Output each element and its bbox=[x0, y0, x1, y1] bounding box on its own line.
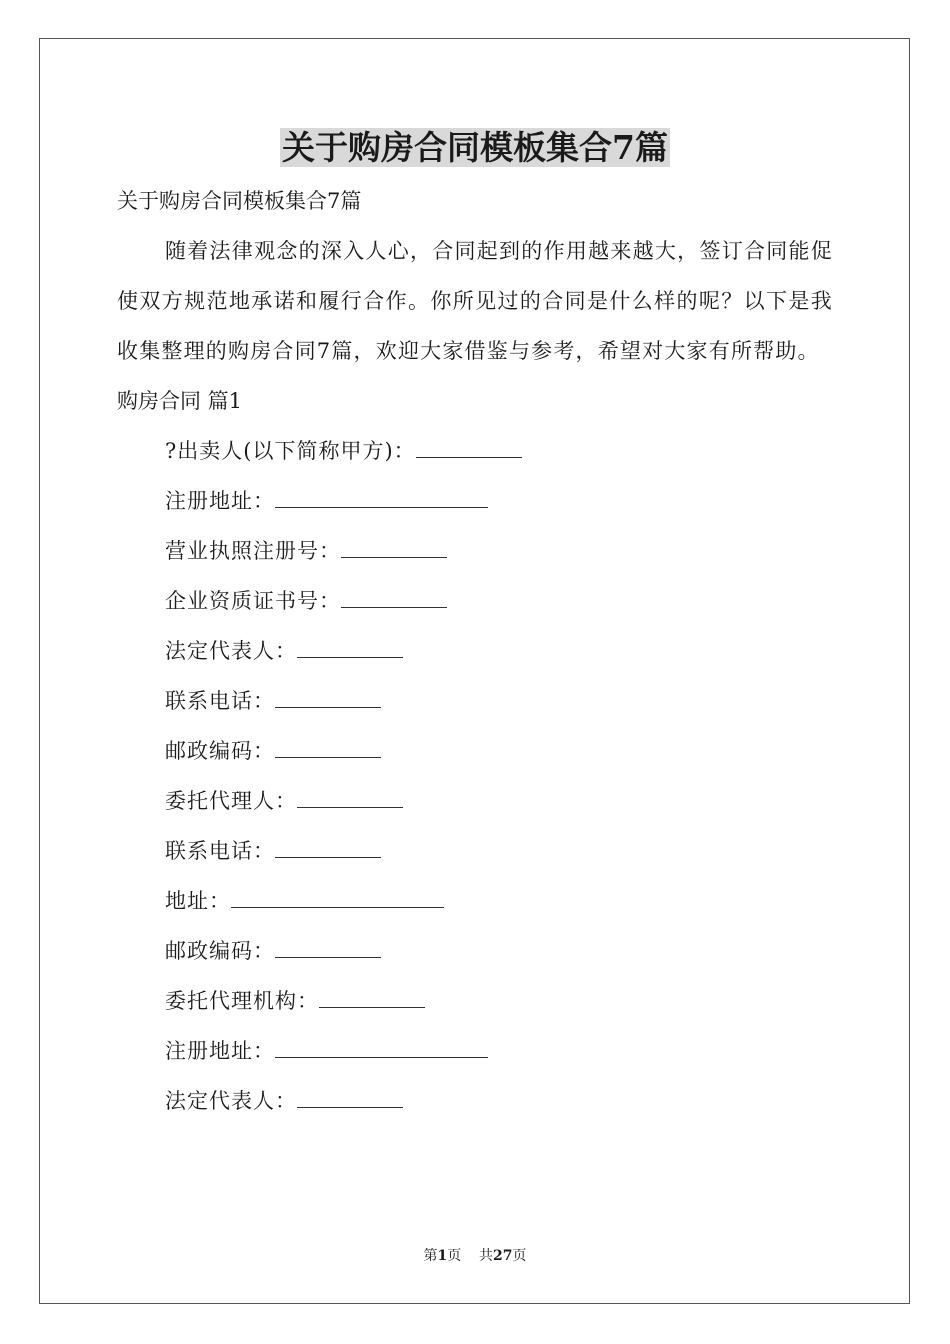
document-body bbox=[117, 176, 833, 1126]
fill-blank bbox=[275, 1043, 488, 1058]
contract-fields bbox=[117, 426, 833, 1126]
field-label: 邮政编码： bbox=[165, 739, 275, 763]
fill-blank bbox=[275, 743, 381, 758]
fill-blank bbox=[275, 843, 381, 858]
footer-total-suffix: 页 bbox=[512, 1248, 527, 1264]
field-label: 邮政编码： bbox=[165, 939, 275, 963]
field-phone bbox=[117, 676, 833, 726]
field-label: 联系电话： bbox=[165, 839, 275, 863]
section-heading: 购房合同 篇1 bbox=[117, 389, 243, 413]
field-address bbox=[117, 876, 833, 926]
page-footer bbox=[0, 1246, 950, 1266]
fill-blank bbox=[297, 793, 403, 808]
field-agency bbox=[117, 976, 833, 1026]
document-title-text: 关于购房合同模板集合7篇 bbox=[282, 128, 668, 167]
field-label: 企业资质证书号： bbox=[165, 589, 341, 613]
fill-blank bbox=[275, 493, 488, 508]
field-agent bbox=[117, 776, 833, 826]
field-qualification-cert bbox=[117, 576, 833, 626]
fill-blank bbox=[275, 693, 381, 708]
field-agent-postcode bbox=[117, 926, 833, 976]
fill-blank bbox=[319, 993, 425, 1008]
field-business-license bbox=[117, 526, 833, 576]
fill-blank bbox=[231, 893, 444, 908]
current-page-number: 1 bbox=[437, 1248, 448, 1264]
field-label: 法定代表人： bbox=[165, 639, 297, 663]
field-agent-phone bbox=[117, 826, 833, 876]
fill-blank bbox=[297, 1093, 403, 1108]
field-label: 注册地址： bbox=[165, 1039, 275, 1063]
field-agency-address bbox=[117, 1026, 833, 1076]
field-label: 联系电话： bbox=[165, 689, 275, 713]
field-label: 地址： bbox=[165, 889, 231, 913]
field-agency-representative bbox=[117, 1076, 833, 1126]
field-registered-address bbox=[117, 476, 833, 526]
field-label: 法定代表人： bbox=[165, 1089, 297, 1113]
fill-blank bbox=[416, 443, 522, 458]
footer-total-prefix: 共 bbox=[479, 1248, 494, 1264]
field-postcode bbox=[117, 726, 833, 776]
field-label: 委托代理机构： bbox=[165, 989, 319, 1013]
footer-page-suffix: 页 bbox=[447, 1248, 462, 1264]
field-seller bbox=[117, 426, 833, 476]
fill-blank bbox=[297, 643, 403, 658]
total-page-count: 27 bbox=[493, 1248, 513, 1264]
document-title bbox=[0, 126, 950, 170]
field-legal-representative bbox=[117, 626, 833, 676]
footer-prefix: 第 bbox=[423, 1248, 438, 1264]
field-label: ?出卖人(以下简称甲方)： bbox=[165, 439, 416, 463]
fill-blank bbox=[341, 593, 447, 608]
field-label: 委托代理人： bbox=[165, 789, 297, 813]
document-subtitle: 关于购房合同模板集合7篇 bbox=[117, 189, 362, 213]
field-label: 注册地址： bbox=[165, 489, 275, 513]
field-label: 营业执照注册号： bbox=[165, 539, 341, 563]
intro-paragraph: 随着法律观念的深入人心，合同起到的作用越来越大，签订合同能促使双方规范地承诺和履行合作。你所见过的合同是什么样的呢？以下是我收集整理的购房合同7篇，欢迎大家借鉴与参考，希望对大家有所帮助。 bbox=[117, 239, 833, 363]
fill-blank bbox=[341, 543, 447, 558]
fill-blank bbox=[275, 943, 381, 958]
